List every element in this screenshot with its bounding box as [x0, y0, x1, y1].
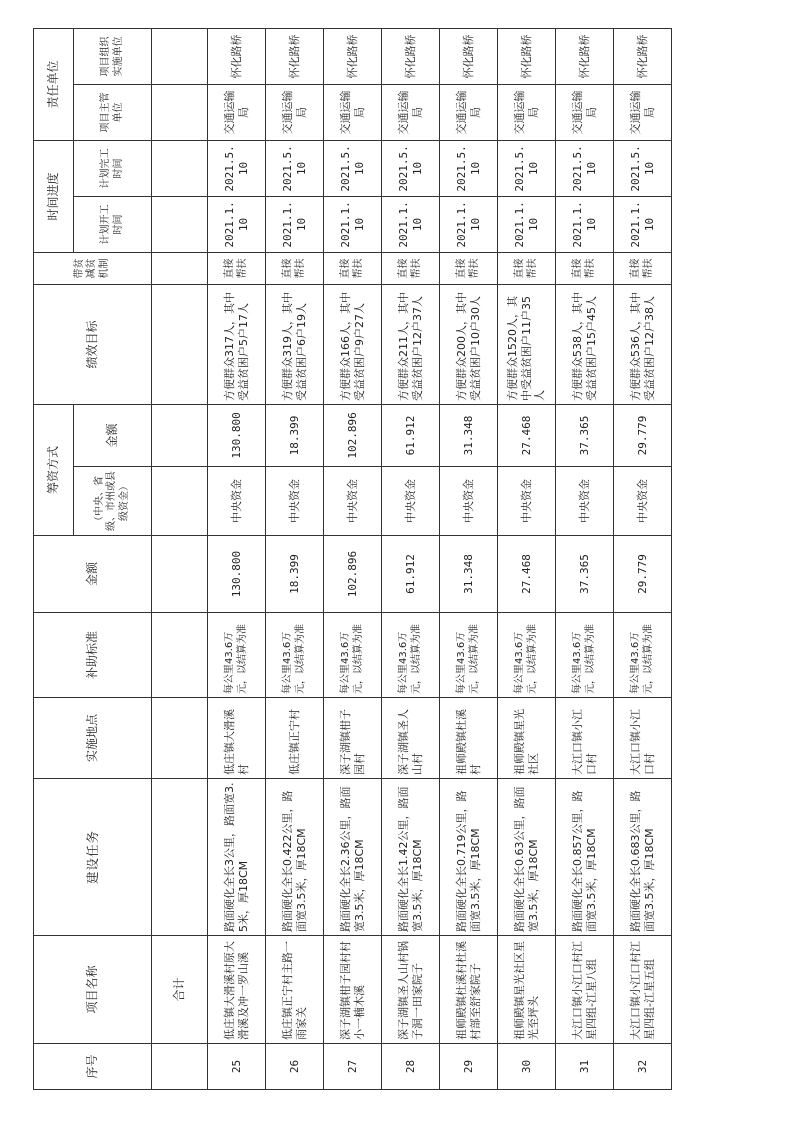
- supervisor-cell: 交通运输局: [382, 84, 440, 140]
- start-time-cell: 2021.1.10: [556, 196, 614, 252]
- header-task: 建设任务: [34, 779, 152, 936]
- supervisor-cell: 交通运输局: [324, 84, 382, 140]
- supervisor-cell: 交通运输局: [614, 84, 672, 140]
- header-seq: 序号: [34, 1044, 152, 1090]
- seq-cell: 26: [266, 1044, 324, 1090]
- header-funding-source: （中央、省级、市州或县级资金）: [74, 467, 152, 536]
- project-name-cell: 祖师殿镇星光社区星光至坪头: [498, 936, 556, 1044]
- header-location: 实施地点: [34, 698, 152, 779]
- funding-amount-cell: 102.896: [324, 404, 382, 466]
- mechanism-cell: 直接帮扶: [208, 252, 266, 284]
- project-name-cell: 大江口镇小江口村江星四组-江星八组: [556, 936, 614, 1044]
- funding-amount-cell: 31.348: [440, 404, 498, 466]
- seq-cell: 27: [324, 1044, 382, 1090]
- project-name-cell: 大江口镇小江口村江星四组-江星五组: [614, 936, 672, 1044]
- performance-cell: 方便群众200人，其中受益贫困户10户30人: [440, 284, 498, 404]
- start-time-cell: 2021.1.10: [614, 196, 672, 252]
- mechanism-cell: 直接帮扶: [614, 252, 672, 284]
- header-start-time: 计划开工时间: [74, 196, 152, 252]
- supervisor-cell: 交通运输局: [556, 84, 614, 140]
- standard-cell: 每公里43.6万元，以结算为准: [324, 613, 382, 698]
- seq-cell: 30: [498, 1044, 556, 1090]
- task-cell: 路面硬化全长1.42公里，路面宽3.5米，厚18CM: [382, 779, 440, 936]
- table-row: [324, 28, 382, 1089]
- location-cell: 深子湖镇圣人山村: [382, 698, 440, 779]
- funding-source-cell: 中央资金: [266, 467, 324, 536]
- amount-cell: 27.468: [498, 536, 556, 613]
- funding-amount-cell: 29.779: [614, 404, 672, 466]
- header-finish-time: 计划完工时间: [74, 140, 152, 196]
- funding-source-cell: 中央资金: [382, 467, 440, 536]
- finish-time-cell: 2021.5.10: [440, 140, 498, 196]
- standard-cell: 每公里43.6万元，以结算为准: [208, 613, 266, 698]
- header-amount: 金额: [34, 536, 152, 613]
- seq-cell: 28: [382, 1044, 440, 1090]
- header-row-1: [34, 28, 74, 1089]
- finish-time-cell: 2021.5.10: [382, 140, 440, 196]
- header-schedule-group: 时间进度: [34, 140, 74, 252]
- performance-cell: 方便群众166人，其中受益贫困户9户27人: [324, 284, 382, 404]
- location-cell: 祖师殿镇星光社区: [498, 698, 556, 779]
- header-responsibility-group: 责任单位: [34, 28, 74, 140]
- task-cell: 路面硬化全长0.719公里，路面宽3.5米，厚18CM: [440, 779, 498, 936]
- implementer-cell: 怀化路桥: [266, 28, 324, 84]
- performance-cell: 方便群众536人，其中受益贫困户12户38人: [614, 284, 672, 404]
- seq-cell: 32: [614, 1044, 672, 1090]
- start-time-cell: 2021.1.10: [498, 196, 556, 252]
- standard-cell: 每公里43.6万元，以结算为准: [266, 613, 324, 698]
- task-cell: 路面硬化全长3公里，路面宽3.5米，厚18CM: [208, 779, 266, 936]
- funding-source-cell: 中央资金: [208, 467, 266, 536]
- implementer-cell: 怀化路桥: [324, 28, 382, 84]
- table-row: [266, 28, 324, 1089]
- amount-cell: 37.365: [556, 536, 614, 613]
- finish-time-cell: 2021.5.10: [556, 140, 614, 196]
- task-cell: 路面硬化全长2.36公里，路面宽3.5米，厚18CM: [324, 779, 382, 936]
- header-standard: 补助标准: [34, 613, 152, 698]
- rotated-table-container: [33, 34, 726, 1090]
- header-implementer: 项目组织实施单位: [74, 28, 152, 84]
- implementer-cell: 怀化路桥: [614, 28, 672, 84]
- table-row: [382, 28, 440, 1089]
- table-row: [498, 28, 556, 1089]
- header-supervisor: 项目主管单位: [74, 84, 152, 140]
- performance-cell: 方便群众317人，其中受益贫困户5户17人: [208, 284, 266, 404]
- start-time-cell: 2021.1.10: [266, 196, 324, 252]
- implementer-cell: 怀化路桥: [382, 28, 440, 84]
- header-funding-amount: 金额: [74, 404, 152, 466]
- header-project-name: 项目名称: [34, 936, 152, 1044]
- supervisor-cell: 交通运输局: [208, 84, 266, 140]
- location-cell: 大江口镇小江口村: [556, 698, 614, 779]
- mechanism-cell: 直接帮扶: [266, 252, 324, 284]
- project-name-cell: 祖师殿镇杜溪村杜溪村部至舒家院子: [440, 936, 498, 1044]
- mechanism-cell: 直接帮扶: [498, 252, 556, 284]
- amount-cell: 31.348: [440, 536, 498, 613]
- funding-source-cell: 中央资金: [498, 467, 556, 536]
- header-funding-group: 筹资方式: [34, 404, 74, 535]
- header-performance: 绩效目标: [34, 284, 152, 404]
- supervisor-cell: 交通运输局: [266, 84, 324, 140]
- finish-time-cell: 2021.5.10: [324, 140, 382, 196]
- seq-cell: 25: [208, 1044, 266, 1090]
- task-cell: 路面硬化全长0.422公里，路面宽3.5米，厚18CM: [266, 779, 324, 936]
- total-label: 合计: [152, 936, 208, 1044]
- finish-time-cell: 2021.5.10: [498, 140, 556, 196]
- funding-amount-cell: 130.800: [208, 404, 266, 466]
- funding-amount-cell: 27.468: [498, 404, 556, 466]
- amount-cell: 61.912: [382, 536, 440, 613]
- standard-cell: 每公里43.6万元，以结算为准: [614, 613, 672, 698]
- task-cell: 路面硬化全长0.683公里，路面宽3.5米，厚18CM: [614, 779, 672, 936]
- table-body: [208, 28, 672, 1089]
- standard-cell: 每公里43.6万元，以结算为准: [556, 613, 614, 698]
- start-time-cell: 2021.1.10: [382, 196, 440, 252]
- standard-cell: 每公里43.6万元，以结算为准: [382, 613, 440, 698]
- standard-cell: 每公里43.6万元，以结算为准: [440, 613, 498, 698]
- funding-source-cell: 中央资金: [324, 467, 382, 536]
- task-cell: 路面硬化全长0.857公里，路面宽3.5米，厚18CM: [556, 779, 614, 936]
- amount-cell: 29.779: [614, 536, 672, 613]
- location-cell: 祖师殿镇杜溪村: [440, 698, 498, 779]
- location-cell: 低庄镇正宁村: [266, 698, 324, 779]
- performance-cell: 方便群众319人，其中受益贫困户6户19人: [266, 284, 324, 404]
- performance-cell: 方便群众538人，其中受益贫困户15户45人: [556, 284, 614, 404]
- start-time-cell: 2021.1.10: [208, 196, 266, 252]
- project-name-cell: 深子湖镇圣人山村锅子洞一田家院子: [382, 936, 440, 1044]
- location-cell: 大江口镇小江口村: [614, 698, 672, 779]
- table-row: [614, 28, 672, 1089]
- finish-time-cell: 2021.5.10: [208, 140, 266, 196]
- supervisor-cell: 交通运输局: [498, 84, 556, 140]
- implementer-cell: 怀化路桥: [498, 28, 556, 84]
- funding-source-cell: 中央资金: [556, 467, 614, 536]
- supervisor-cell: 交通运输局: [440, 84, 498, 140]
- mechanism-cell: 直接帮扶: [382, 252, 440, 284]
- implementer-cell: 怀化路桥: [556, 28, 614, 84]
- seq-cell: 29: [440, 1044, 498, 1090]
- mechanism-cell: 直接帮扶: [440, 252, 498, 284]
- funding-amount-cell: 61.912: [382, 404, 440, 466]
- total-row: [152, 28, 208, 1089]
- seq-cell: 31: [556, 1044, 614, 1090]
- start-time-cell: 2021.1.10: [440, 196, 498, 252]
- amount-cell: 130.800: [208, 536, 266, 613]
- table-row: [556, 28, 614, 1089]
- project-name-cell: 低庄镇正宁村主路一雨家关: [266, 936, 324, 1044]
- mechanism-cell: 直接帮扶: [324, 252, 382, 284]
- start-time-cell: 2021.1.10: [324, 196, 382, 252]
- finish-time-cell: 2021.5.10: [266, 140, 324, 196]
- location-cell: 低庄镇大滑溪村: [208, 698, 266, 779]
- implementer-cell: 怀化路桥: [440, 28, 498, 84]
- funding-amount-cell: 18.399: [266, 404, 324, 466]
- table-row: [440, 28, 498, 1089]
- amount-cell: 102.896: [324, 536, 382, 613]
- project-name-cell: 深子湖镇柑子园村村小一楠木溪: [324, 936, 382, 1044]
- performance-cell: 方便群众1520人，其中受益贫困户11户35人: [498, 284, 556, 404]
- finish-time-cell: 2021.5.10: [614, 140, 672, 196]
- funding-amount-cell: 37.365: [556, 404, 614, 466]
- mechanism-cell: 直接帮扶: [556, 252, 614, 284]
- funding-source-cell: 中央资金: [440, 467, 498, 536]
- performance-cell: 方便群众211人，其中受益贫困户12户37人: [382, 284, 440, 404]
- table-row: [208, 28, 266, 1089]
- standard-cell: 每公里43.6万元，以结算为准: [498, 613, 556, 698]
- amount-cell: 18.399: [266, 536, 324, 613]
- implementer-cell: 怀化路桥: [208, 28, 266, 84]
- header-mechanism: 带贫减贫机制: [34, 252, 152, 284]
- location-cell: 深子湖镇柑子园村: [324, 698, 382, 779]
- project-name-cell: 低庄镇大滑溪村原大滑溪及冲一罗山溪: [208, 936, 266, 1044]
- project-table: [33, 28, 672, 1090]
- task-cell: 路面硬化全长0.63公里，路面宽3.5米，厚18CM: [498, 779, 556, 936]
- funding-source-cell: 中央资金: [614, 467, 672, 536]
